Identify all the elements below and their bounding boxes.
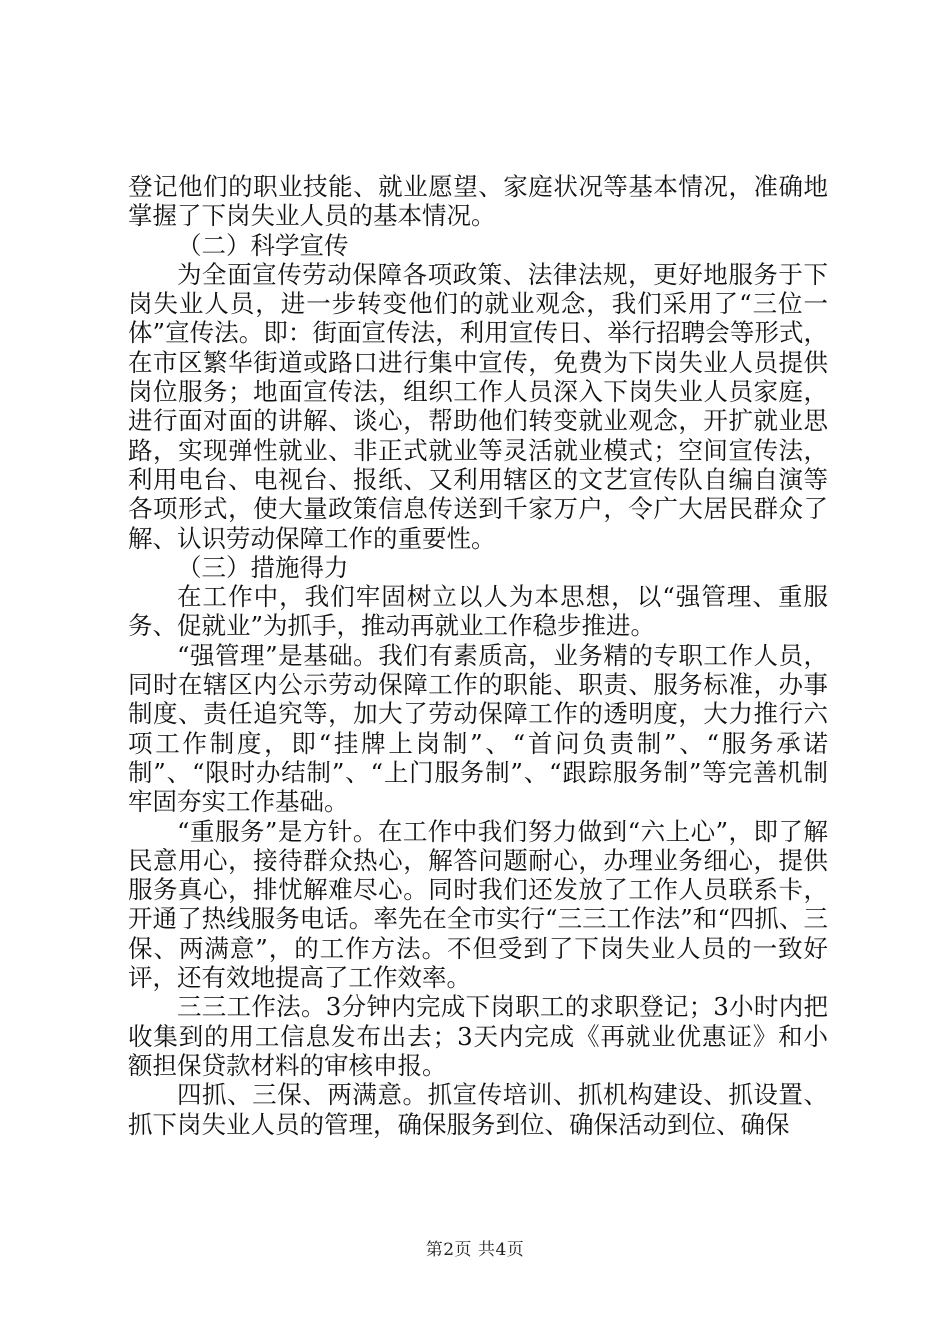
- section-heading-publicity: （二）科学宣传: [177, 230, 349, 260]
- paragraph-continuation: 登记他们的职业技能、就业愿望、家庭状况等基本情况，准确地掌握了下岗失业人员的基本情况。: [128, 172, 828, 231]
- document-body: [128, 172, 828, 1139]
- paragraph-strong-management: “强管理”是基础。我们有素质高，业务精的专职工作人员，同时在辖区内公示劳动保障工作的职能、职责、服务标准，办事制度、责任追究等，加大了劳动保障工作的透明度，大力推行六项工作制度，即“挂牌上岗制”、“首问负责制”、“服务承诺制”、“限时办结制”、“上门服务制”、“跟踪服务制”等完善机制牢固夯实工作基础。: [128, 640, 828, 817]
- paragraph-service-focus: “重服务”是方针。在工作中我们努力做到“六上心”，即了解民意用心，接待群众热心，解答问题耐心，办理业务细心，提供服务真心，排忧解难尽心。同时我们还发放了工作人员联系卡，开通了热线服务电话。率先在全市实行“三三工作法”和“四抓、三保、两满意”，的工作方法。不但受到了下岗失业人员的一致好评，还有效地提高了工作效率。: [128, 816, 828, 993]
- section-heading-measures: （三）措施得力: [177, 552, 349, 582]
- paragraph-measures-intro: 在工作中，我们牢固树立以人为本思想，以“强管理、重服务、促就业”为抓手，推动再就业工作稳步推进。: [128, 582, 828, 641]
- paragraph-publicity: 为全面宣传劳动保障各项政策、法律法规，更好地服务于下岗失业人员，进一步转变他们的就业观念，我们采用了“三位一体”宣传法。即：街面宣传法，利用宣传日、举行招聘会等形式，在市区繁华街道或路口进行集中宣传，免费为下岗失业人员提供岗位服务；地面宣传法，组织工作人员深入下岗失业人员家庭，进行面对面的讲解、谈心，帮助他们转变就业观念，开扩就业思路，实现弹性就业、非正式就业等灵活就业模式；空间宣传法，利用电台、电视台、报纸、又利用辖区的文艺宣传队自编自演等各项形式，使大量政策信息传送到千家万户，令广大居民群众了解、认识劳动保障工作的重要性。: [128, 259, 828, 553]
- page-number-footer: 第2页 共4页: [425, 1240, 525, 1260]
- paragraph-three-three-method: 三三工作法。3分钟内完成下岗职工的求职登记；3小时内把收集到的用工信息发布出去；3天内完成《再就业优惠证》和小额担保贷款材料的审核申报。: [128, 992, 828, 1080]
- paragraph-four-three-two: 四抓、三保、两满意。抓宣传培训、抓机构建设、抓设置、抓下岗失业人员的管理，确保服务到位、确保活动到位、确保: [128, 1080, 828, 1139]
